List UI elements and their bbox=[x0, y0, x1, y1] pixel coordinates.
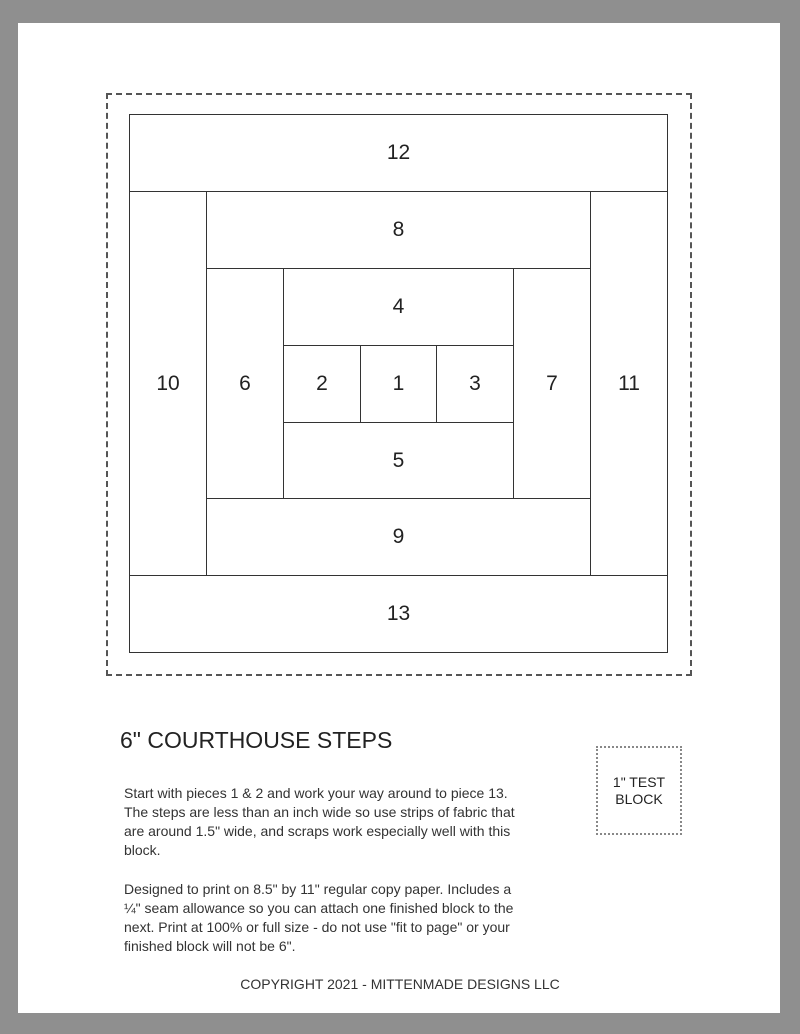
piece-10: 10 bbox=[129, 191, 207, 576]
piece-2: 2 bbox=[283, 345, 361, 423]
piece-5: 5 bbox=[283, 422, 514, 499]
piece-13: 13 bbox=[129, 575, 668, 653]
piece-8: 8 bbox=[206, 191, 591, 269]
pattern-title: 6" COURTHOUSE STEPS bbox=[120, 727, 393, 753]
piece-3: 3 bbox=[436, 345, 514, 423]
piece-12: 12 bbox=[129, 114, 668, 192]
piece-9: 9 bbox=[206, 498, 591, 576]
piece-4: 4 bbox=[283, 268, 514, 346]
piece-7: 7 bbox=[513, 268, 591, 499]
piece-11: 11 bbox=[590, 191, 668, 576]
printing-paragraph: Designed to print on 8.5" by 11" regular copy paper. Includes a ¼" seam allowance so you can attach one finished block to the next. Print at 100% or full size - do not use "fit to page" or your finished block will not be 6". bbox=[124, 881, 514, 954]
piece-1: 1 bbox=[360, 345, 437, 423]
piece-6: 6 bbox=[206, 268, 284, 499]
instructions-paragraph: Start with pieces 1 & 2 and work your way around to piece 13. The steps are less than an inch wide so use strips of fabric that are around 1.5" wide, and scraps work especially well with this block. bbox=[124, 785, 515, 858]
test-block: 1" TEST BLOCK bbox=[596, 746, 682, 835]
copyright: COPYRIGHT 2021 - MITTENMADE DESIGNS LLC bbox=[240, 976, 560, 992]
